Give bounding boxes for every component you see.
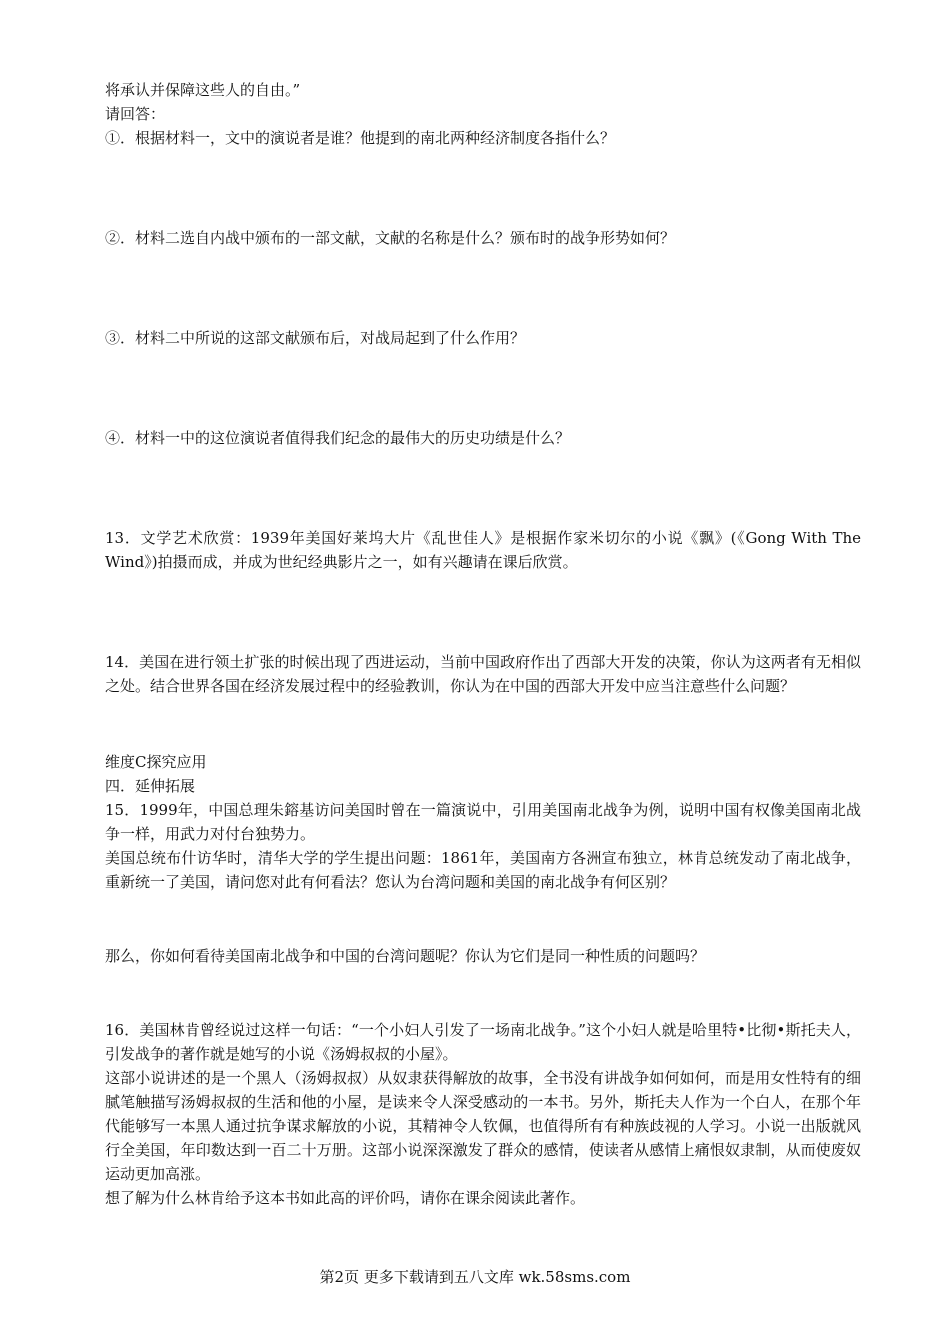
section-heading: 四．延伸拓展	[105, 777, 196, 795]
text-line: 将承认并保障这些人的自由。”	[105, 81, 301, 99]
document-body	[105, 78, 861, 1210]
dimension-heading: 维度C探究应用	[105, 753, 207, 771]
question-13: 13．文学艺术欣赏：1939年美国好莱坞大片《乱世佳人》是根据作家米切尔的小说《飘》(《Gong With The Wind》)拍摄而成，并成为世纪经典影片之一，如有兴趣请在课后欣赏。	[105, 529, 861, 571]
question-16-body: 这部小说讲述的是一个黑人（汤姆叔叔）从奴隶获得解放的故事，全书没有讲战争如何如何，而是用女性特有的细腻笔触描写汤姆叔叔的生活和他的小屋，是读来令人深受感动的一本书。另外，斯托夫人作为一个白人，在那个年代能够写一本黑人通过抗争谋求解放的小说，其精神令人钦佩，也值得所有有种族歧视的人学习。小说一出版就风行全美国，年印数达到一百二十万册。这部小说深深激发了群众的感情，使读者从感情上痛恨奴隶制，从而使废奴运动更加高涨。	[105, 1069, 861, 1183]
question-4: ④．材料一中的这位演说者值得我们纪念的最伟大的历史功绩是什么？	[105, 429, 571, 447]
question-16-intro: 16．美国林肯曾经说过这样一句话：“一个小妇人引发了一场南北战争。”这个小妇人就是哈里特•比彻•斯托夫人，引发战争的著作就是她写的小说《汤姆叔叔的小屋》。	[105, 1021, 861, 1063]
question-3: ③．材料二中所说的这部文献颁布后，对战局起到了什么作用？	[105, 329, 526, 347]
question-14: 14．美国在进行领土扩张的时候出现了西进运动，当前中国政府作出了西部大开发的决策，你认为这两者有无相似之处。结合世界各国在经济发展过程中的经验教训，你认为在中国的西部大开发中应当注意些什么问题？	[105, 653, 861, 695]
question-15-intro: 15．1999年，中国总理朱鎔基访问美国时曾在一篇演说中，引用美国南北战争为例，说明中国有权像美国南北战争一样，用武力对付台独势力。	[105, 801, 861, 843]
page-footer: 第2页 更多下载请到五八文库 wk.58sms.com	[319, 1268, 631, 1286]
question-2: ②．材料二选自内战中颁布的一部文献，文献的名称是什么？颁布时的战争形势如何？	[105, 229, 676, 247]
question-1: ①．根据材料一，文中的演说者是谁？他提到的南北两种经济制度各指什么？	[105, 129, 616, 147]
question-15-body: 美国总统布什访华时，清华大学的学生提出问题：1861年，美国南方各洲宣布独立，林肯总统发动了南北战争，重新统一了美国，请问您对此有何看法？您认为台湾问题和美国的南北战争有何区别？	[105, 849, 861, 891]
prompt-label: 请回答：	[105, 105, 166, 123]
question-16-ask: 想了解为什么林肯给予这本书如此高的评价吗，请你在课余阅读此著作。	[105, 1189, 586, 1207]
question-15-ask: 那么，你如何看待美国南北战争和中国的台湾问题呢？你认为它们是同一种性质的问题吗？	[105, 947, 706, 965]
